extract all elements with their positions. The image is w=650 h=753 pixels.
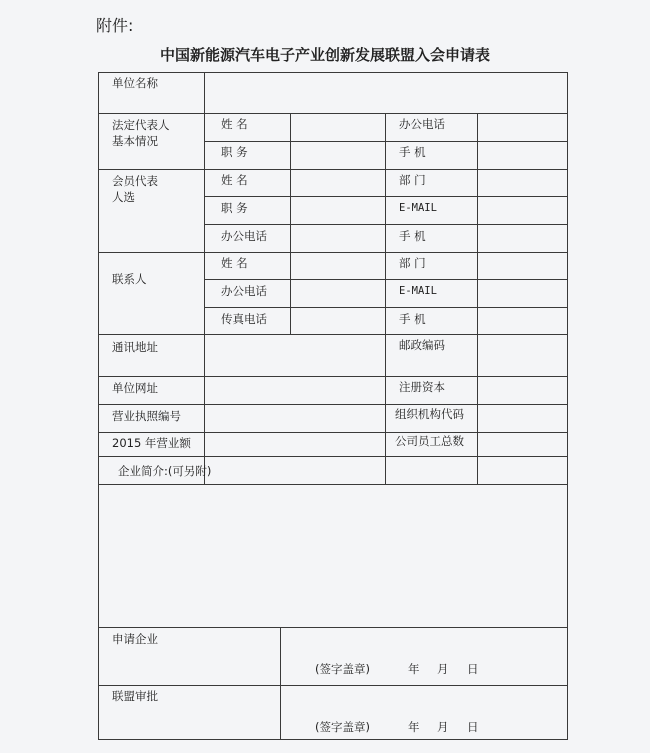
contact-email-label: E-MAIL: [399, 285, 437, 297]
contact-office-phone-label: 办公电话: [221, 284, 267, 298]
row-divider: [98, 376, 568, 377]
staff-count-label: 公司员工总数: [395, 434, 464, 448]
member-rep-position-label: 职 务: [221, 201, 248, 215]
column-divider: [385, 113, 386, 484]
member-rep-office-phone-label: 办公电话: [221, 229, 267, 243]
member-rep-label-line2: 人选: [112, 190, 135, 204]
table-border-right: [567, 72, 568, 740]
row-divider: [98, 432, 568, 433]
legal-rep-label-line1: 法定代表人: [112, 118, 170, 132]
row-divider: [205, 224, 568, 225]
contact-person-label: 联系人: [112, 272, 147, 286]
row-divider: [205, 141, 568, 142]
row-divider: [98, 252, 568, 253]
row-divider: [205, 307, 568, 308]
applicant-date-day: 日: [467, 662, 479, 676]
applicant-date-month: 月: [437, 662, 449, 676]
legal-rep-name-label: 姓 名: [221, 117, 248, 131]
address-label: 通讯地址: [112, 340, 158, 354]
row-divider: [98, 456, 568, 457]
revenue-2015-label: 2015 年营业额: [112, 436, 191, 450]
row-divider: [98, 685, 568, 686]
row-divider: [205, 196, 568, 197]
attachment-label: 附件:: [96, 16, 134, 35]
column-divider: [290, 113, 291, 334]
contact-fax-label: 传真电话: [221, 312, 267, 326]
form-title: 中国新能源汽车电子产业创新发展联盟入会申请表: [159, 46, 490, 64]
row-divider: [98, 404, 568, 405]
row-divider: [98, 113, 568, 114]
company-profile-label: 企业简介:(可另附): [118, 464, 212, 478]
column-divider: [204, 72, 205, 484]
postcode-label: 邮政编码: [399, 338, 445, 352]
approval-signature-label: (签字盖章): [315, 720, 370, 734]
application-form-table: [98, 72, 568, 740]
column-divider: [477, 113, 478, 484]
unit-name-label: 单位名称: [112, 76, 158, 90]
contact-name-label: 姓 名: [221, 256, 248, 270]
website-label: 单位网址: [112, 381, 158, 395]
approval-date-month: 月: [437, 720, 449, 734]
alliance-approval-label: 联盟审批: [112, 689, 158, 703]
applicant-company-label: 申请企业: [112, 632, 158, 646]
row-divider: [205, 279, 568, 280]
table-border-left: [98, 72, 99, 740]
applicant-date-year: 年: [408, 662, 420, 676]
column-divider: [280, 627, 281, 740]
table-border-bottom: [98, 739, 568, 740]
table-border-top: [98, 72, 568, 73]
row-divider: [98, 484, 568, 485]
member-rep-email-label: E-MAIL: [399, 202, 437, 214]
legal-rep-mobile-label: 手 机: [399, 145, 426, 159]
row-divider: [98, 169, 568, 170]
member-rep-label-line1: 会员代表: [112, 174, 158, 188]
applicant-signature-label: (签字盖章): [315, 662, 370, 676]
legal-rep-position-label: 职 务: [221, 145, 248, 159]
contact-department-label: 部 门: [399, 256, 426, 270]
contact-mobile-label: 手 机: [399, 312, 426, 326]
org-code-label: 组织机构代码: [395, 407, 464, 421]
approval-date-year: 年: [408, 720, 420, 734]
approval-date-day: 日: [467, 720, 479, 734]
member-rep-name-label: 姓 名: [221, 173, 248, 187]
legal-rep-office-phone-label: 办公电话: [399, 117, 445, 131]
member-rep-mobile-label: 手 机: [399, 229, 426, 243]
reg-capital-label: 注册资本: [399, 380, 445, 394]
license-no-label: 营业执照编号: [112, 409, 181, 423]
legal-rep-label-line2: 基本情况: [112, 134, 158, 148]
member-rep-department-label: 部 门: [399, 173, 426, 187]
row-divider: [98, 627, 568, 628]
row-divider: [98, 334, 568, 335]
